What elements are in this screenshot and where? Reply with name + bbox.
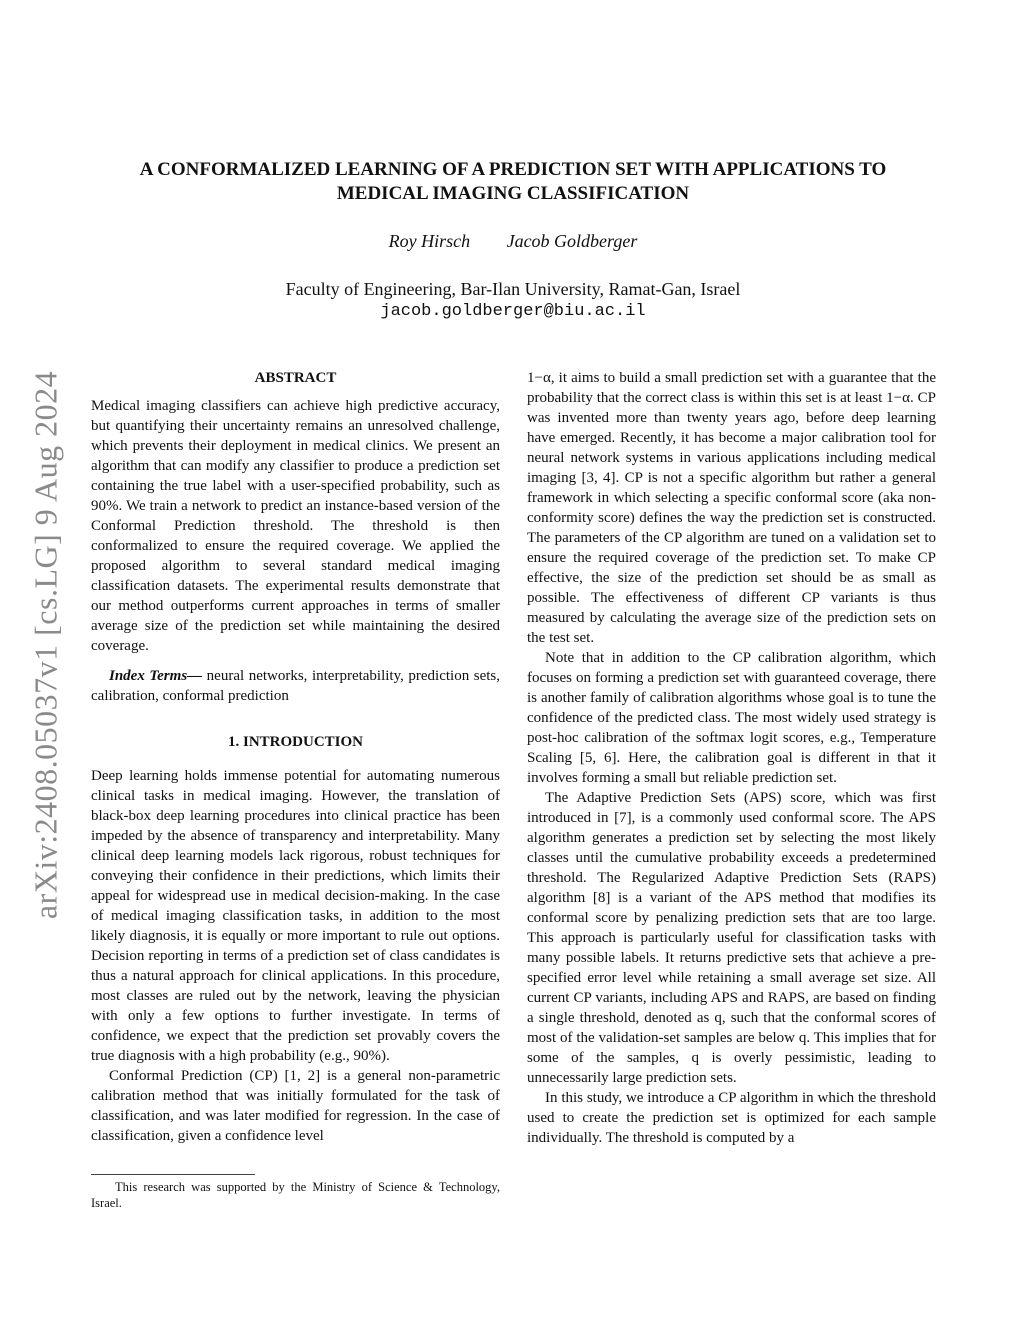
arxiv-side-stamp: arXiv:2408.05037v1 [cs.LG] 9 Aug 2024 <box>27 370 64 920</box>
abstract-text: Medical imaging classifiers can achieve high predictive accuracy, but quantifying their uncertainty remains an unresolved challenge, which prevents their deployment in medical clinics. We present an algorithm that can modify any classifier to produce a prediction set containing the true label with a user-specified probability, such as 90%. We train a network to predict an instance-based version of the Conformal Prediction threshold. The threshold is then conformalized to ensure the required coverage. We applied the proposed algorithm to several standard medical imaging classification datasets. The experimental results demonstrate that our method outperforms current approaches in terms of smaller average size of the prediction set while maintaining the desired coverage. <box>91 398 500 654</box>
affiliation: Faculty of Engineering, Bar-Ilan University, Ramat-Gan, Israel <box>285 279 741 299</box>
footnote-text: This research was supported by the Ministry of Science & Technology, Israel. <box>91 1180 500 1210</box>
introduction-heading: 1. INTRODUCTION <box>227 734 363 750</box>
intro-paragraph-2: Conformal Prediction (CP) [1, 2] is a general non-parametric calibration method that was initially formulated for the task of classification, and was later modified for regression. In the case of classification, given a confidence level <box>91 1068 500 1144</box>
paper-title <box>90 158 936 206</box>
index-terms-label: Index Terms— <box>109 668 203 684</box>
right-paragraph-2: Note that in addition to the CP calibration algorithm, which focuses on forming a prediction set with guaranteed coverage, there is another family of calibration algorithms whose goal is to tune the confidence of the predicted class. The most widely used strategy is post-hoc calibration of the softmax logit scores, e.g., Temperature Scaling [5, 6]. Here, the calibration goal is different in that it involves forming a small but reliable prediction set. <box>527 650 936 786</box>
title-line-2: MEDICAL IMAGING CLASSIFICATION <box>336 183 690 204</box>
abstract-heading: ABSTRACT <box>254 370 337 386</box>
right-paragraph-4: In this study, we introduce a CP algorithm in which the threshold used to create the prediction set is optimized for each sample individually. The threshold is computed by a <box>527 1090 936 1146</box>
footnote-divider <box>91 1174 255 1175</box>
title-line-1: A CONFORMALIZED LEARNING OF A PREDICTION SET WITH APPLICATIONS TO <box>139 159 887 180</box>
right-paragraph-3: The Adaptive Prediction Sets (APS) score, which was first introduced in [7], is a commonly used conformal score. The APS algorithm generates a prediction set by selecting the most likely classes until the cumulative probability exceeds a predetermined threshold. The Regularized Adaptive Prediction Sets (RAPS) algorithm [8] is a variant of the APS method that modifies its conformal score by penalizing prediction sets that are too large. This approach is particularly useful for classification tasks with many possible labels. It returns predictive sets that achieve a pre-specified error level while retaining a small average set size. All current CP variants, including APS and RAPS, are based on finding a single threshold, denoted as q, such that the conformal scores of most of the validation-set samples are below q. This implies that for some of the samples, q is overly pessimistic, leading to unnecessarily large prediction sets. <box>527 790 936 1086</box>
author-name: Roy Hirsch <box>388 231 471 251</box>
author-name: Jacob Goldberger <box>506 231 638 251</box>
footnote <box>91 1179 500 1211</box>
index-terms-text: neural networks, interpretability, prediction sets, calibration, conformal prediction <box>91 668 500 704</box>
intro-paragraph-1: Deep learning holds immense potential for automating numerous clinical tasks in medical imaging. However, the translation of black-box deep learning procedures into clinical practice has been impeded by the absence of transparency and interpretability. Many clinical deep learning models lack rigorous, robust techniques for conveying their confidence in their predictions, which limits their appeal for widespread use in medical decision-making. In the case of medical imaging classification tasks, in addition to the most likely diagnosis, it is equally or more important to rule out options. Decision reporting in terms of a prediction set of class candidates is thus a natural approach for clinical applications. In this procedure, most classes are ruled out by the network, leaving the physician with only a few options to further investigate. In terms of confidence, we expect that the prediction set provably covers the true diagnosis with a high probability (e.g., 90%). <box>91 768 500 1064</box>
author-list <box>90 231 936 252</box>
right-column <box>527 368 936 1148</box>
right-paragraph-1: 1−α, it aims to build a small prediction set with a guarantee that the probability that the correct class is within this set is at least 1−α. CP was invented more than twenty years ago, before deep learning have emerged. Recently, it has become a major calibration tool for neural network systems in various applications including medical imaging [3, 4]. CP is not a specific algorithm but rather a general framework in which selecting a specific conformal score (aka non-conformity score) defines the way the prediction set is constructed. The parameters of the CP algorithm are tuned on a validation set to ensure the required coverage of the prediction set. To make CP effective, the size of the prediction set should be as small as possible. The effectiveness of different CP variants is thus measured by calculating the average size of the prediction sets on the test set. <box>527 370 936 646</box>
left-column <box>91 368 500 1146</box>
author-email: jacob.goldberger@biu.ac.il <box>380 302 646 321</box>
index-terms <box>91 666 500 706</box>
